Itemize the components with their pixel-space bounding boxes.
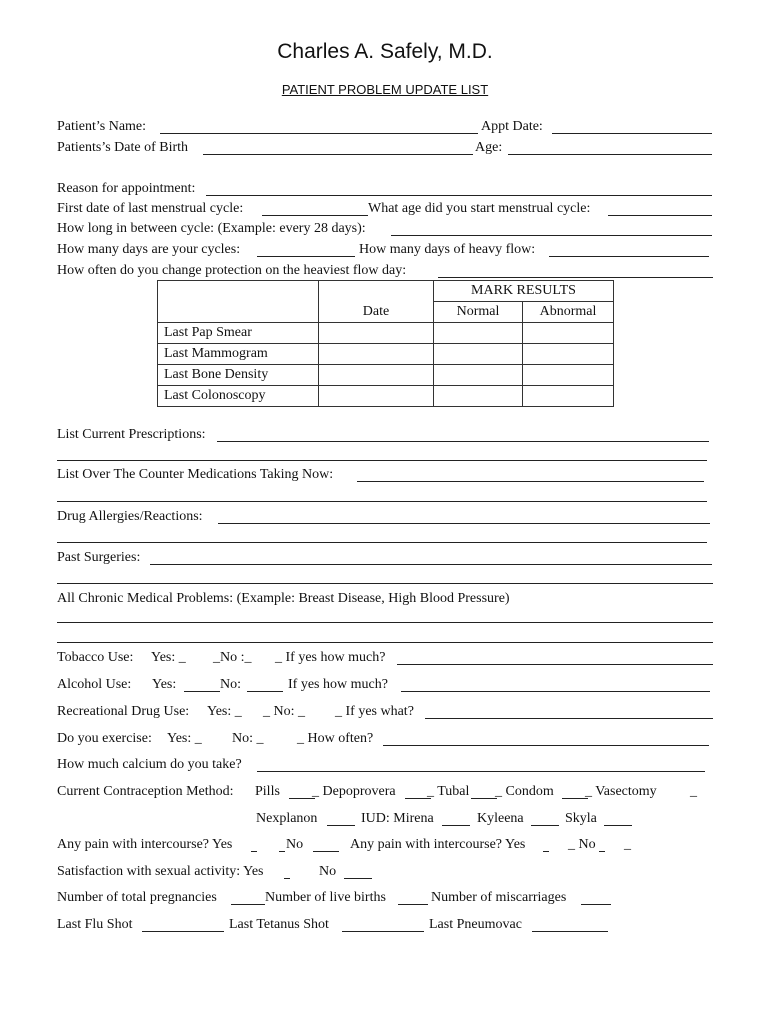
heavy-days-label: How many days of heavy flow: xyxy=(359,242,536,257)
calcium-label: How much calcium do you take? xyxy=(57,757,242,772)
exercise-no[interactable]: No: _ xyxy=(232,731,264,746)
first-date-cycle-field[interactable] xyxy=(262,215,368,216)
skyla-label: Skyla xyxy=(565,811,597,826)
cycle-days-field[interactable] xyxy=(257,256,355,257)
age-start-field[interactable] xyxy=(608,215,712,216)
table-row xyxy=(158,344,614,365)
normal-cell[interactable] xyxy=(434,323,523,344)
kyleena-label: Kyleena xyxy=(477,811,524,826)
otc-row xyxy=(57,466,713,484)
alcohol-row xyxy=(57,676,717,694)
alcohol-no-field[interactable] xyxy=(247,691,283,692)
alcohol-how-much-field[interactable] xyxy=(401,691,710,692)
live-births-label: Number of live births xyxy=(265,890,386,905)
condom-label: _ Condom xyxy=(495,784,554,799)
tobacco-yes[interactable]: Yes: _ xyxy=(151,650,186,665)
mark-results-header: MARK RESULTS xyxy=(434,281,614,302)
pneumovac-label: Last Pneumovac xyxy=(429,917,522,932)
pain-label-2: Any pain with intercourse? Yes xyxy=(350,837,526,852)
abnormal-cell[interactable] xyxy=(523,365,614,386)
prescriptions-row xyxy=(57,426,713,444)
row-label: Last Bone Density xyxy=(158,365,319,386)
pain-mid-field-1[interactable] xyxy=(279,851,285,852)
chronic-line-2[interactable] xyxy=(57,642,713,643)
patient-name-field[interactable] xyxy=(160,133,478,134)
reason-row xyxy=(57,180,713,198)
allergies-field[interactable] xyxy=(218,523,710,524)
otc-field[interactable] xyxy=(357,481,704,482)
results-table xyxy=(157,280,614,407)
date-cell[interactable] xyxy=(319,344,434,365)
row-label: Last Colonoscopy xyxy=(158,386,319,407)
live-births-field[interactable] xyxy=(398,904,428,905)
age-start-label: What age did you start menstrual cycle: xyxy=(368,201,591,216)
exercise-often-label: _ How often? xyxy=(297,731,374,746)
drug-label: Recreational Drug Use: xyxy=(57,704,190,719)
normal-header: Normal xyxy=(434,302,523,323)
depo-label: _ Depoprovera xyxy=(312,784,396,799)
satisfaction-no-label: No xyxy=(319,864,337,879)
pain-yes-field-2[interactable] xyxy=(543,851,549,852)
drug-row xyxy=(57,703,717,721)
surgeries-label: Past Surgeries: xyxy=(57,550,141,565)
miscarriages-field[interactable] xyxy=(581,904,611,905)
tobacco-label: Tobacco Use: xyxy=(57,650,134,665)
alcohol-yes-field[interactable] xyxy=(184,691,220,692)
exercise-yes[interactable]: Yes: _ xyxy=(167,731,202,746)
appt-date-field[interactable] xyxy=(552,133,712,134)
pain-no-field-2[interactable] xyxy=(599,851,605,852)
table-label-head-cell xyxy=(158,302,319,323)
heavy-days-field[interactable] xyxy=(549,256,709,257)
tobacco-row xyxy=(57,649,717,667)
dob-field[interactable] xyxy=(203,154,473,155)
exercise-label: Do you exercise: xyxy=(57,731,152,746)
between-cycle-field[interactable] xyxy=(391,235,712,236)
pills-label: Pills xyxy=(255,784,280,799)
allergies-row xyxy=(57,508,713,526)
pain-yes-field-1[interactable] xyxy=(251,851,257,852)
table-row xyxy=(158,386,614,407)
allergies-label: Drug Allergies/Reactions: xyxy=(57,509,203,524)
abnormal-cell[interactable] xyxy=(523,386,614,407)
chronic-row xyxy=(57,590,713,608)
vasectomy-field[interactable]: _ xyxy=(690,784,697,799)
cycle-days-row xyxy=(57,241,713,259)
dob-row xyxy=(57,139,713,157)
date-header: Date xyxy=(319,302,434,323)
flu-shot-label: Last Flu Shot xyxy=(57,917,133,932)
table-corner-cell xyxy=(158,281,319,302)
patient-name-label: Patient’s Name: xyxy=(57,119,147,134)
date-cell[interactable] xyxy=(319,365,434,386)
iud-field[interactable] xyxy=(442,825,470,826)
row-label: Last Pap Smear xyxy=(158,323,319,344)
drug-yes[interactable]: Yes: _ xyxy=(207,704,242,719)
calcium-field[interactable] xyxy=(257,771,705,772)
appt-date-label: Appt Date: xyxy=(481,119,543,134)
table-row xyxy=(158,323,614,344)
age-field[interactable] xyxy=(508,154,712,155)
tetanus-shot-label: Last Tetanus Shot xyxy=(229,917,329,932)
page-title: Charles A. Safely, M.D. xyxy=(277,40,493,63)
exercise-often-field[interactable] xyxy=(383,745,709,746)
normal-cell[interactable] xyxy=(434,344,523,365)
satisfaction-row xyxy=(57,863,717,881)
reason-label: Reason for appointment: xyxy=(57,181,196,196)
drug-what-label: _ If yes what? xyxy=(335,704,414,719)
reason-field[interactable] xyxy=(206,195,712,196)
between-cycle-label: How long in between cycle: (Example: every 28 days): xyxy=(57,221,366,236)
surgeries-field[interactable] xyxy=(150,564,712,565)
menstrual-row xyxy=(57,200,713,218)
alcohol-label: Alcohol Use: xyxy=(57,677,132,692)
iud-label: IUD: Mirena xyxy=(361,811,434,826)
pain-no-field-1[interactable] xyxy=(313,851,339,852)
contraception-label: Current Contraception Method: xyxy=(57,784,234,799)
alcohol-yes-label: Yes: xyxy=(152,677,177,692)
pregnancies-row xyxy=(57,889,717,907)
total-pregnancies-label: Number of total pregnancies xyxy=(57,890,217,905)
table-date-top-cell xyxy=(319,281,434,302)
nexplanon-field[interactable] xyxy=(327,825,355,826)
prescriptions-label: List Current Prescriptions: xyxy=(57,427,206,442)
kyleena-field[interactable] xyxy=(531,825,559,826)
cycle-days-label: How many days are your cycles: xyxy=(57,242,241,257)
prescriptions-field[interactable] xyxy=(217,441,709,442)
form-subtitle-wrap xyxy=(0,82,770,97)
table-row xyxy=(158,365,614,386)
tobacco-no[interactable]: _No :_ xyxy=(213,650,252,665)
exercise-row xyxy=(57,730,717,748)
pain-row xyxy=(57,836,717,854)
prescriptions-line-2[interactable] xyxy=(57,460,707,461)
first-date-cycle-label: First date of last menstrual cycle: xyxy=(57,201,244,216)
skyla-field[interactable] xyxy=(604,825,632,826)
protection-label: How often do you change protection on the heaviest flow day: xyxy=(57,263,407,278)
contraception-row-2 xyxy=(57,810,717,828)
allergies-line-2[interactable] xyxy=(57,542,707,543)
dob-label: Patients’s Date of Birth xyxy=(57,140,189,155)
surgeries-line-2[interactable] xyxy=(57,583,713,584)
protection-field[interactable] xyxy=(438,277,713,278)
pain-label-1: Any pain with intercourse? Yes xyxy=(57,837,233,852)
satisfaction-no-field[interactable] xyxy=(344,878,372,879)
total-pregnancies-field[interactable] xyxy=(231,904,265,905)
flu-shot-field[interactable] xyxy=(142,931,224,932)
miscarriages-label: Number of miscarriages xyxy=(431,890,567,905)
drug-what-field[interactable] xyxy=(425,718,713,719)
between-cycle-row xyxy=(57,220,713,238)
date-cell[interactable] xyxy=(319,323,434,344)
shots-row xyxy=(57,916,717,934)
tobacco-how-much-field[interactable] xyxy=(397,664,713,665)
tubal-label: _ Tubal xyxy=(427,784,470,799)
abnormal-header: Abnormal xyxy=(523,302,614,323)
row-label: Last Mammogram xyxy=(158,344,319,365)
abnormal-cell[interactable] xyxy=(523,323,614,344)
alcohol-how-much-label: If yes how much? xyxy=(288,677,388,692)
chronic-line-1[interactable] xyxy=(57,622,713,623)
calcium-row xyxy=(57,756,717,774)
pneumovac-field[interactable] xyxy=(532,931,608,932)
date-cell[interactable] xyxy=(319,386,434,407)
protection-row xyxy=(57,262,713,280)
pain-trail-field[interactable]: _ xyxy=(624,837,631,852)
form-subtitle: PATIENT PROBLEM UPDATE LIST xyxy=(281,82,489,97)
contraception-row xyxy=(57,783,717,801)
otc-label: List Over The Counter Medications Taking Now: xyxy=(57,467,334,482)
normal-cell[interactable] xyxy=(434,386,523,407)
pain-no-label-1: No xyxy=(286,837,304,852)
alcohol-no-label: No: xyxy=(220,677,241,692)
normal-cell[interactable] xyxy=(434,365,523,386)
vasectomy-label: _ Vasectomy xyxy=(585,784,657,799)
tobacco-how-much-label: _ If yes how much? xyxy=(275,650,386,665)
tubal-field[interactable] xyxy=(471,798,497,799)
pain-no-label-2: _ No xyxy=(568,837,596,852)
chronic-label: All Chronic Medical Problems: (Example: Breast Disease, High Blood Pressure) xyxy=(57,591,510,606)
age-label: Age: xyxy=(475,140,503,155)
surgeries-row xyxy=(57,549,713,567)
patient-name-row xyxy=(57,118,713,136)
drug-no[interactable]: _ No: _ xyxy=(263,704,305,719)
abnormal-cell[interactable] xyxy=(523,344,614,365)
tetanus-shot-field[interactable] xyxy=(342,931,424,932)
satisfaction-yes-field[interactable] xyxy=(284,878,290,879)
otc-line-2[interactable] xyxy=(57,501,707,502)
satisfaction-label: Satisfaction with sexual activity: Yes xyxy=(57,864,264,879)
nexplanon-label: Nexplanon xyxy=(256,811,318,826)
